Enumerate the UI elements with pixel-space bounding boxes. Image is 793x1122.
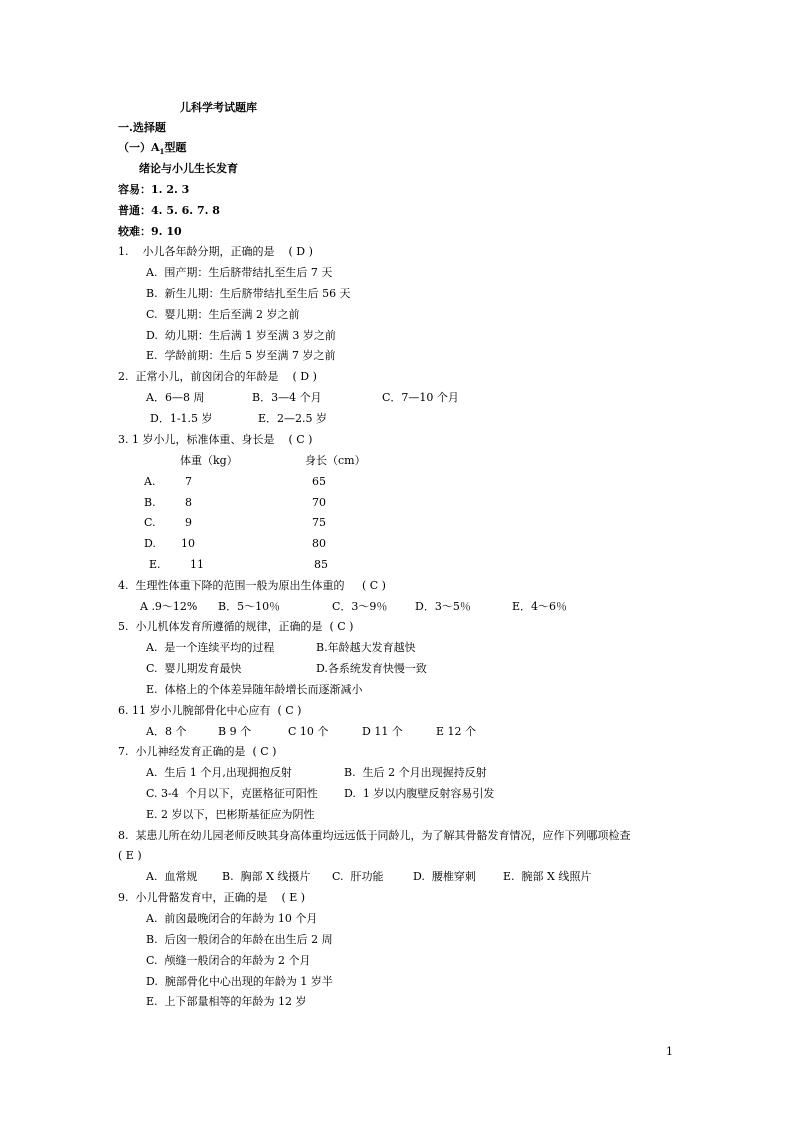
question-3-row-a-weight: 7 (185, 475, 192, 488)
question-9-option-a: A. 前囟最晚闭合的年龄为 10 个月 (146, 912, 318, 925)
question-4-stem: 4. 生理性体重下降的范围一般为原出生体重的 ( C ) (118, 579, 386, 592)
chapter-heading: 绪论与小儿生长发育 (139, 162, 238, 175)
question-4-option-b: B．5～10％ (218, 600, 281, 613)
section-heading: 一.选择题 (118, 121, 166, 134)
question-9-option-b: B. 后囟一般闭合的年龄在出生后 2 周 (146, 933, 333, 946)
difficulty-normal: 普通：4. 5. 6. 7. 8 (118, 204, 220, 217)
question-6-option-c: C 10 个 (288, 725, 329, 738)
question-8-option-a: A. 血常规 (146, 870, 198, 883)
question-2-option-d: D．1-1.5 岁 (150, 412, 213, 425)
question-7-option-b: B. 生后 2 个月出现握持反射 (344, 766, 487, 779)
question-3-row-d-option: D. (144, 537, 156, 550)
question-5-option-e: E. 体格上的个体差异随年龄增长而逐渐减小 (146, 683, 363, 696)
question-3-weight-header: 体重（kg） (180, 454, 238, 467)
question-3-row-e-height: 85 (314, 558, 328, 571)
question-2-option-c: C．7—10 个月 (382, 391, 459, 404)
question-8-option-d: D. 腰椎穿刺 (413, 870, 476, 883)
question-3-row-b-height: 70 (312, 496, 326, 509)
page-number: 1 (666, 1045, 673, 1058)
question-1-option-a: A. 围产期：生后脐带结扎至生后 7 天 (146, 266, 333, 279)
question-6-option-b: B 9 个 (218, 725, 252, 738)
question-3-row-e-option: E. (149, 558, 161, 571)
question-7-option-a: A. 生后 1 个月,出现拥抱反射 (146, 766, 292, 779)
question-1-option-b: B. 新生儿期：生后脐带结扎至生后 56 天 (146, 287, 351, 300)
question-9-option-c: C. 颅缝一般闭合的年龄为 2 个月 (146, 954, 311, 967)
question-1-option-c: C. 婴儿期：生后至满 2 岁之前 (146, 308, 300, 321)
question-3-row-d-weight: 10 (181, 537, 195, 550)
question-3-stem: 3. 1 岁小儿，标准体重、身长是 ( C ) (118, 433, 313, 446)
question-9-stem: 9. 小儿骨骼发育中，正确的是 ( E ) (118, 891, 306, 904)
question-8-option-e: E. 腕部 X 线照片 (503, 870, 592, 883)
question-2-option-e: E．2—2.5 岁 (258, 412, 328, 425)
question-6-option-a: A．8 个 (146, 725, 187, 738)
question-4-option-c: C．3～9％ (332, 600, 388, 613)
question-3-row-b-weight: 8 (185, 496, 192, 509)
question-3-height-header: 身长（cm） (305, 454, 366, 467)
question-8-option-c: C. 肝功能 (332, 870, 384, 883)
question-5-option-c: C. 婴儿期发育最快 (146, 662, 242, 675)
question-4-option-d: D．3～5％ (415, 600, 471, 613)
subsection-heading: （一）$A_1$型题 (118, 141, 187, 157)
question-3-row-c-option: C. (144, 516, 156, 529)
question-7-option-c: C. 3-4 个月以下，克匿格征可阳性 (146, 787, 318, 800)
question-8-stem: 8. 某患儿所在幼儿园老师反映其身高体重均远远低于同龄儿，为了解其骨骼发育情况，应作下列哪项检查 (118, 829, 631, 842)
difficulty-easy: 容易：1. 2. 3 (118, 183, 190, 196)
question-3-row-d-height: 80 (312, 537, 326, 550)
question-9-option-d: D. 腕部骨化中心出现的年龄为 1 岁半 (146, 975, 333, 988)
question-7-option-d: D. 1 岁以内腹壁反射容易引发 (344, 787, 495, 800)
question-3-row-c-weight: 9 (185, 516, 192, 529)
question-3-row-a-height: 65 (312, 475, 326, 488)
question-5-option-b: B.年龄越大发育越快 (316, 641, 416, 654)
question-9-option-e: E. 上下部量相等的年龄为 12 岁 (146, 995, 307, 1008)
question-4-option-a: A .9～12% (140, 600, 198, 613)
question-3-row-a-option: A. (144, 475, 156, 488)
question-6-option-d: D 11 个 (362, 725, 403, 738)
question-5-option-a: A. 是一个连续平均的过程 (146, 641, 275, 654)
question-7-stem: 7. 小儿神经发育正确的是 ( C ) (118, 745, 277, 758)
question-6-option-e: E 12 个 (436, 725, 477, 738)
question-1-stem: 1. 小儿各年龄分期，正确的是 ( D ) (118, 245, 313, 258)
question-8-option-b: B. 胸部 X 线摄片 (222, 870, 311, 883)
document-title: 儿科学考试题库 (180, 101, 257, 114)
question-1-option-d: D. 幼儿期：生后满 1 岁至满 3 岁之前 (146, 329, 336, 342)
question-3-row-e-weight: 11 (190, 558, 204, 571)
question-8-answer: ( E ) (118, 849, 142, 862)
difficulty-hard: 较难：9. 10 (118, 225, 182, 238)
question-2-option-b: B．3—4 个月 (252, 391, 322, 404)
question-3-row-c-height: 75 (312, 516, 326, 529)
question-7-option-e: E. 2 岁以下，巴彬斯基征应为阴性 (146, 808, 315, 821)
question-3-row-b-option: B. (144, 496, 156, 509)
question-4-option-e: E．4～6％ (512, 600, 568, 613)
question-2-stem: 2. 正常小儿，前囟闭合的年龄是 ( D ) (118, 370, 317, 383)
question-5-option-d: D.各系统发育快慢一致 (316, 662, 427, 675)
question-6-stem: 6. 11 岁小儿腕部骨化中心应有 ( C ) (118, 704, 302, 717)
question-5-stem: 5. 小儿机体发育所遵循的规律，正确的是 ( C ) (118, 620, 354, 633)
question-2-option-a: A．6—8 周 (146, 391, 205, 404)
question-1-option-e: E. 学龄前期：生后 5 岁至满 7 岁之前 (146, 349, 336, 362)
